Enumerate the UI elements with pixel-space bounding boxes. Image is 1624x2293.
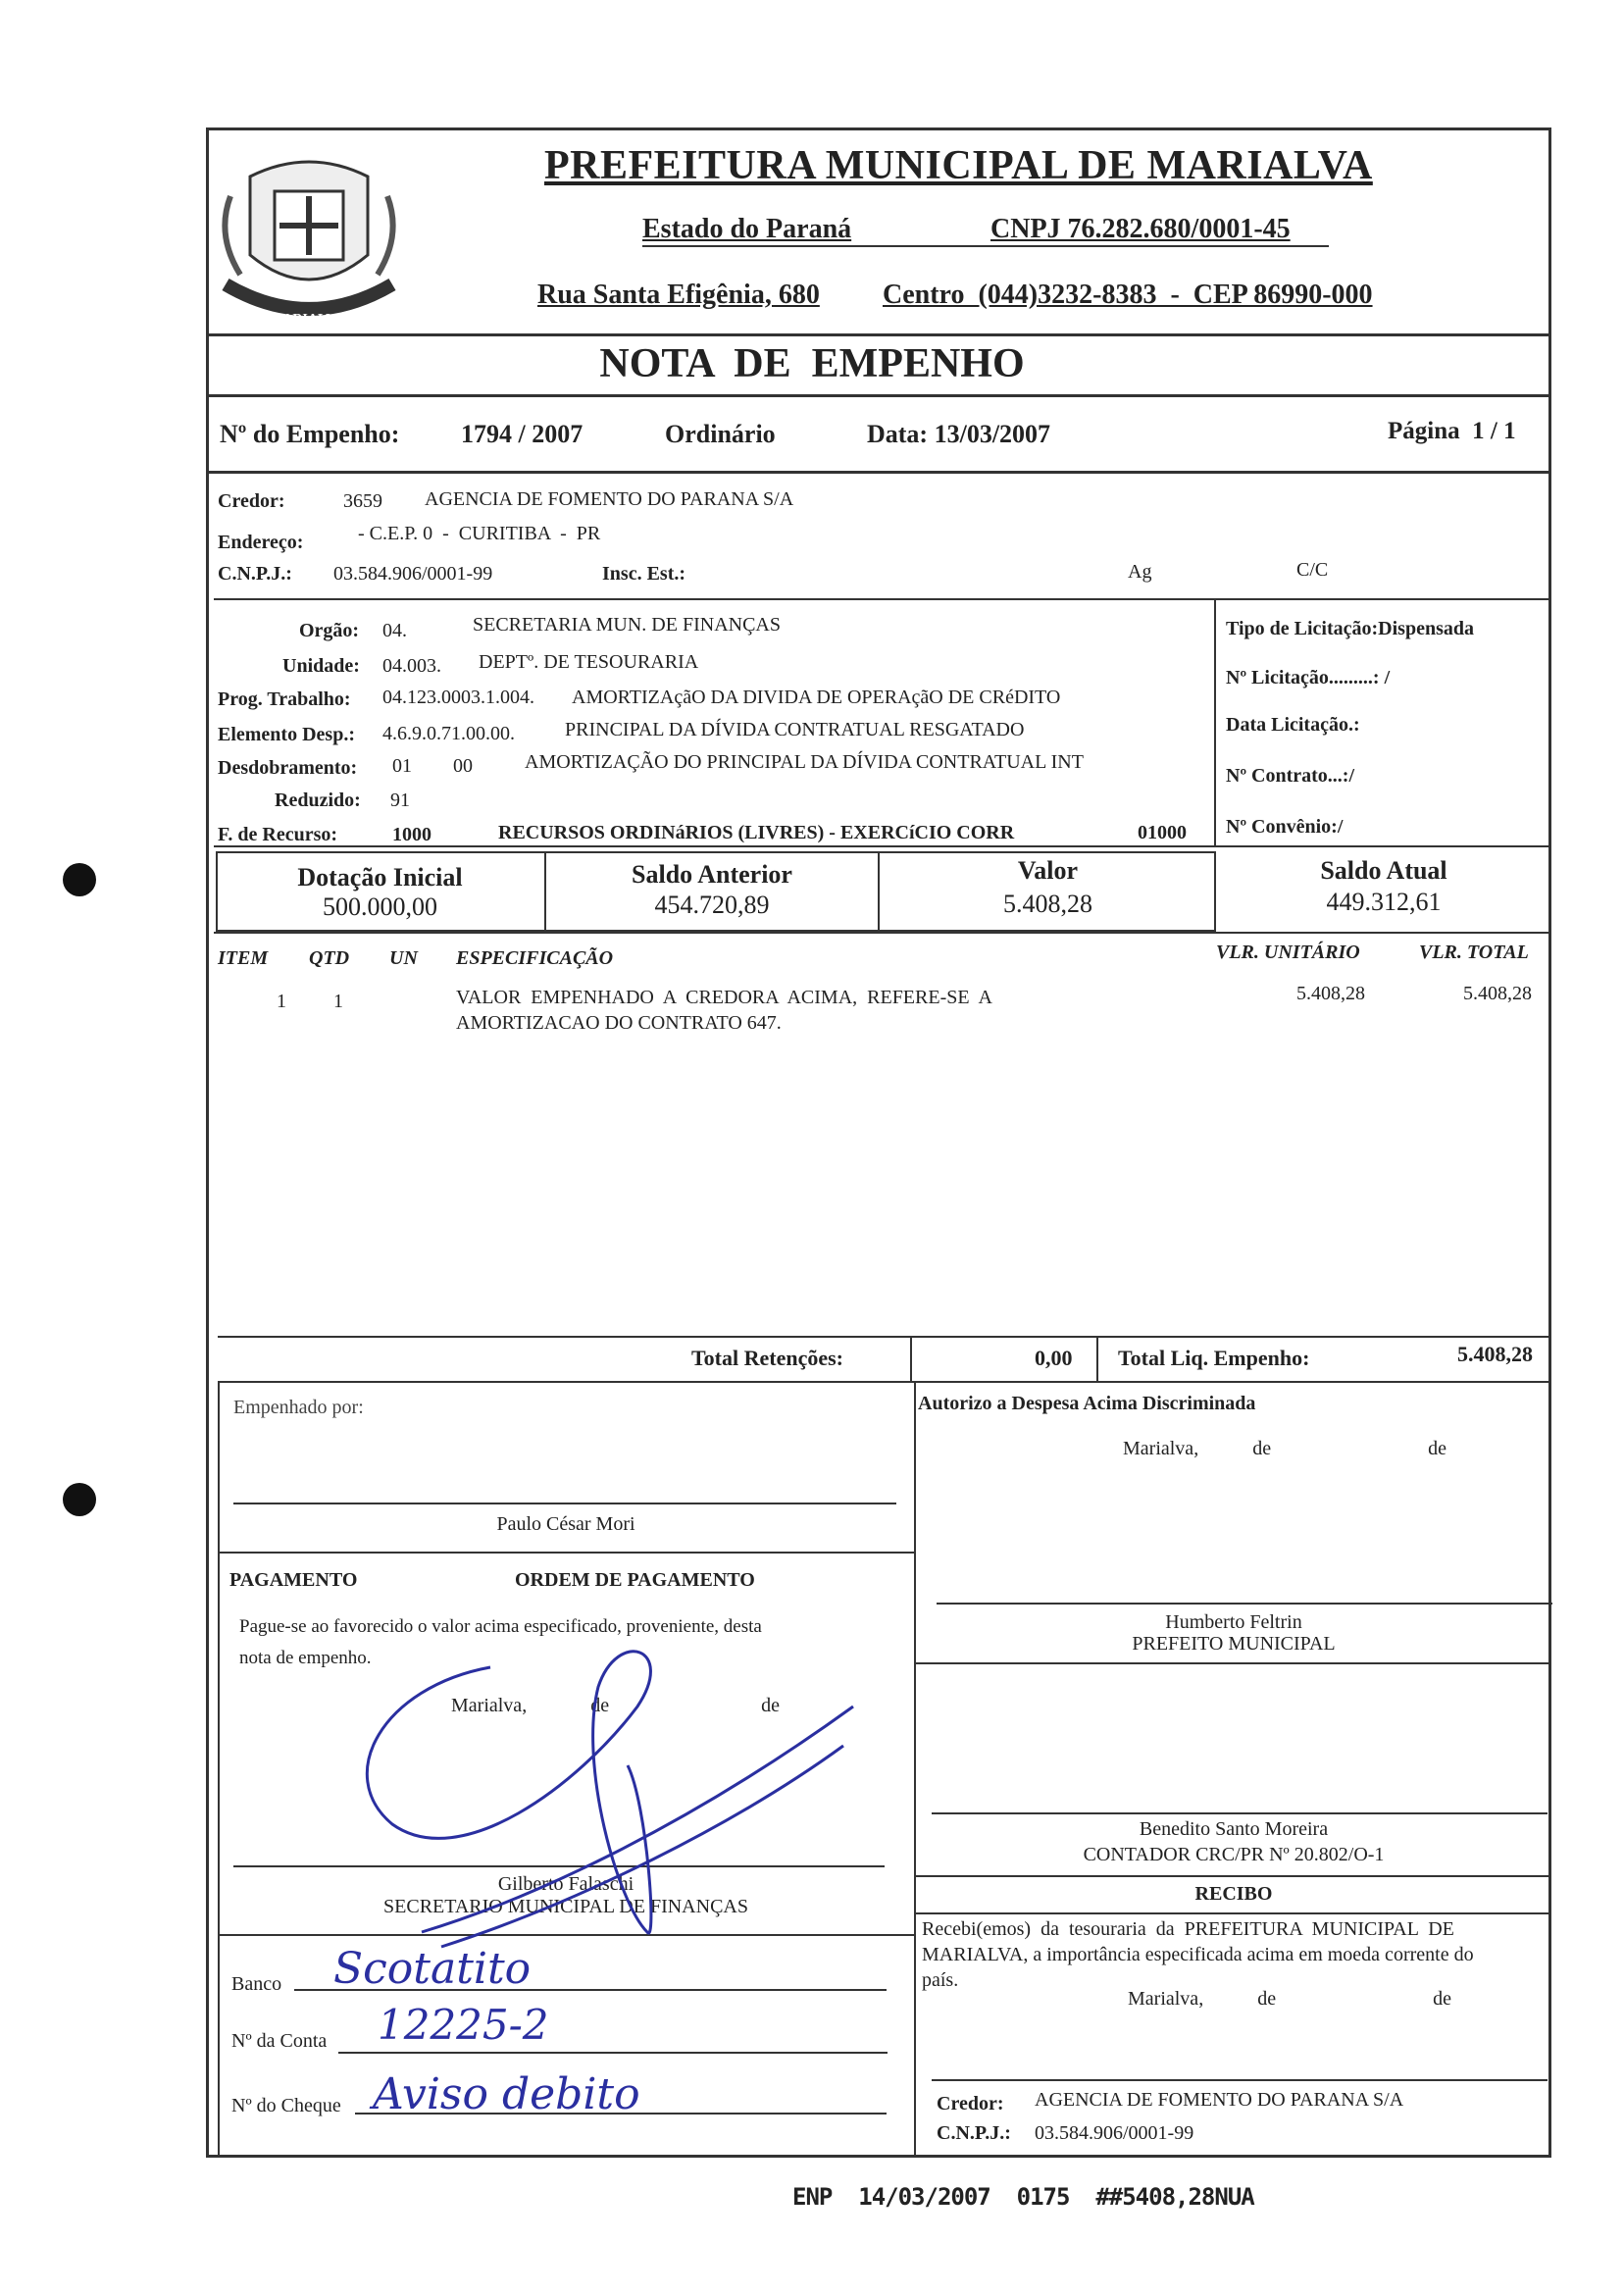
- recurso-code2: 01000: [1138, 822, 1187, 843]
- anterior-label: Saldo Anterior: [632, 860, 792, 889]
- credor-label: Credor:: [218, 490, 285, 512]
- recibo-line1: Recebi(emos) da tesouraria da PREFEITURA MUNICIPAL DE: [922, 1918, 1454, 1940]
- desdob-name: AMORTIZAÇÃO DO PRINCIPAL DA DÍVIDA CONTRATUAL INT: [525, 751, 1084, 773]
- recibo-line3: país.: [922, 1969, 959, 1991]
- atual-value: 449.312,61: [1326, 888, 1442, 916]
- licitacao-tipo: Tipo de Licitação:Dispensada: [1226, 618, 1474, 639]
- licitacao-numero: Nº Licitação.........: /: [1226, 667, 1391, 688]
- orcamento-divider: [214, 845, 1551, 847]
- ag-label: Ag: [1128, 561, 1152, 583]
- dotacao-label: Dotação Inicial: [297, 863, 463, 892]
- cheque-label: Nº do Cheque: [231, 2095, 341, 2116]
- doc-title: NOTA DE EMPENHO: [599, 341, 1025, 386]
- col-un: UN: [389, 947, 418, 969]
- col-qtd: QTD: [309, 947, 350, 969]
- elem-code: 4.6.9.0.71.00.00.: [382, 723, 515, 744]
- header-title: PREFEITURA MUNICIPAL DE MARIALVA: [544, 143, 1373, 188]
- recibo-cnpj-value: 03.584.906/0001-99: [1035, 2122, 1194, 2144]
- lower-vertical: [914, 1381, 916, 2158]
- cnpj-value: 03.584.906/0001-99: [333, 563, 493, 585]
- pagamento-label: PAGAMENTO: [229, 1569, 358, 1591]
- pague-line1: Pague-se ao favorecido o valor acima especificado, proveniente, desta: [239, 1616, 762, 1637]
- contador-divider: [916, 1875, 1551, 1877]
- banco-label: Banco: [231, 1973, 282, 1995]
- page-number: Página 1 / 1: [1388, 418, 1516, 444]
- recibo-title: RECIBO: [1194, 1883, 1273, 1905]
- empenhado-name: Paulo César Mori: [496, 1513, 635, 1535]
- header-street: Rua Santa Efigênia, 680: [537, 280, 820, 310]
- col-item: ITEM: [218, 947, 269, 969]
- unidade-code: 04.003.: [382, 655, 441, 677]
- desdob-code2: 00: [453, 755, 473, 777]
- credor-name: AGENCIA DE FOMENTO DO PARANA S/A: [425, 488, 794, 510]
- atual-label: Saldo Atual: [1320, 856, 1447, 885]
- conta-label: Nº da Conta: [231, 2030, 328, 2052]
- valor-value: 5.408,28: [1003, 890, 1092, 918]
- prefeito-divider: [916, 1662, 1551, 1664]
- retencoes-label: Total Retenções:: [691, 1346, 843, 1370]
- totals-top: [218, 1336, 1551, 1338]
- header-state-underline: [642, 245, 1329, 247]
- empenhado-label: Empenhado por:: [233, 1397, 364, 1418]
- credor-divider: [214, 598, 1551, 600]
- pagamento-date: Marialva, de de: [451, 1695, 780, 1716]
- unidade-name: DEPTº. DE TESOURARIA: [479, 651, 699, 673]
- empenho-type: Ordinário: [665, 420, 776, 448]
- recibo-sign-line: [932, 2079, 1548, 2081]
- dotacao-value: 500.000,00: [323, 892, 437, 921]
- prefeito-sign-line: [937, 1603, 1552, 1605]
- row-total: 5.408,28: [1463, 983, 1532, 1004]
- bank-stamp: ENP 14/03/2007 0175 ##5408,28NUA: [792, 2183, 1254, 2211]
- endereco-label: Endereço:: [218, 532, 304, 553]
- contador-sign-line: [932, 1812, 1548, 1814]
- licitacao-data: Data Licitação.:: [1226, 714, 1360, 736]
- col-unit: VLR. UNITÁRIO: [1216, 942, 1360, 963]
- meta-divider: [206, 471, 1551, 474]
- elem-label: Elemento Desp.:: [218, 724, 355, 745]
- liq-value: 5.408,28: [1457, 1342, 1533, 1366]
- header-divider: [206, 333, 1551, 336]
- anterior-value: 454.720,89: [654, 891, 770, 919]
- prog-name: AMORTIZAçãO DA DIVIDA DE OPERAçãO DE CRéDITO: [572, 687, 1061, 708]
- empenho-value: 1794 / 2007: [461, 420, 584, 448]
- orgao-name: SECRETARIA MUN. DE FINANÇAS: [473, 614, 781, 636]
- recibo-credor-name: AGENCIA DE FOMENTO DO PARANA S/A: [1035, 2089, 1404, 2111]
- empenhado-divider: [218, 1552, 914, 1554]
- crest-text: MARIALVA: [270, 312, 344, 327]
- totals-bottom: [218, 1381, 1551, 1383]
- row-item: 1: [277, 991, 286, 1012]
- title-divider: [206, 394, 1551, 397]
- header-state: Estado do Paraná: [642, 214, 852, 244]
- conta-handwritten: 12225-2: [378, 2001, 549, 2049]
- prefeito-title: PREFEITO MUNICIPAL: [1132, 1633, 1336, 1655]
- recurso-label: F. de Recurso:: [218, 824, 338, 845]
- unidade-label: Unidade:: [282, 655, 360, 677]
- orgao-label: Orgão:: [299, 620, 360, 641]
- empenho-label: Nº do Empenho:: [220, 420, 400, 448]
- empenhado-sign-line: [233, 1503, 896, 1504]
- credor-code: 3659: [343, 490, 382, 512]
- empenho-date: Data: 13/03/2007: [867, 420, 1051, 448]
- retencoes-value: 0,00: [1035, 1346, 1073, 1370]
- liq-label: Total Liq. Empenho:: [1118, 1346, 1310, 1370]
- recibo-date: Marialva, de de: [1128, 1988, 1451, 2010]
- recibo-credor-label: Credor:: [937, 2093, 1004, 2115]
- autorizo-label: Autorizo a Despesa Acima Discriminada: [918, 1393, 1256, 1414]
- crest-logo: [211, 137, 407, 333]
- punch-hole-bottom: [63, 1483, 96, 1516]
- header-cnpj: CNPJ 76.282.680/0001-45: [990, 214, 1291, 244]
- insc-label: Insc. Est.:: [602, 563, 686, 585]
- banco-handwritten: Scotatito: [333, 1944, 532, 1994]
- punch-hole-top: [63, 863, 96, 896]
- cc-label: C/C: [1296, 559, 1329, 581]
- licitacao-divider: [1214, 598, 1216, 845]
- totals-div-1: [910, 1336, 912, 1381]
- secretario-title: SECRETARIO MUNICIPAL DE FINANÇAS: [383, 1896, 748, 1917]
- row-qtd: 1: [333, 991, 343, 1012]
- ordem-label: ORDEM DE PAGAMENTO: [515, 1569, 755, 1591]
- row-spec-line1: VALOR EMPENHADO A CREDORA ACIMA, REFERE-SE A: [456, 987, 992, 1008]
- elem-name: PRINCIPAL DA DÍVIDA CONTRATUAL RESGATADO: [565, 719, 1025, 740]
- recibo-cnpj-label: C.N.P.J.:: [937, 2122, 1011, 2144]
- cheque-handwritten: Aviso debito: [373, 2069, 640, 2119]
- recurso-name: RECURSOS ORDINáRIOS (LIVRES) - EXERCíCIO CORR: [498, 822, 1015, 843]
- licitacao-contrato: Nº Contrato...:/: [1226, 765, 1355, 787]
- pague-line2: nota de empenho.: [239, 1648, 372, 1668]
- row-unit: 5.408,28: [1296, 983, 1365, 1004]
- recibo-line2: MARIALVA, a importância especificada acima em moeda corrente do: [922, 1944, 1474, 1965]
- cnpj-label: C.N.P.J.:: [218, 563, 292, 585]
- endereco-value: - C.E.P. 0 - CURITIBA - PR: [358, 523, 601, 544]
- desdob-code1: 01: [392, 755, 412, 777]
- col-spec: ESPECIFICAÇÃO: [456, 947, 614, 969]
- recibo-title-divider: [916, 1912, 1551, 1914]
- prog-label: Prog. Trabalho:: [218, 688, 351, 710]
- reduzido-value: 91: [390, 790, 410, 811]
- saldos-divider: [214, 932, 1551, 934]
- contador-name: Benedito Santo Moreira: [1139, 1818, 1329, 1840]
- col-total: VLR. TOTAL: [1419, 942, 1529, 963]
- recurso-code: 1000: [392, 824, 431, 845]
- handwritten-signature: [324, 1608, 873, 1971]
- totals-div-2: [1096, 1336, 1098, 1381]
- desdob-label: Desdobramento:: [218, 757, 358, 779]
- reduzido-label: Reduzido:: [275, 790, 361, 811]
- prefeito-name: Humberto Feltrin: [1165, 1611, 1302, 1633]
- left-frame: [218, 1381, 220, 2158]
- row-spec-line2: AMORTIZACAO DO CONTRATO 647.: [456, 1012, 782, 1034]
- header-contact: Centro (044)3232-8383 - CEP 86990-000: [883, 280, 1373, 310]
- licitacao-convenio: Nº Convênio:/: [1226, 816, 1344, 838]
- valor-label: Valor: [1017, 856, 1079, 885]
- contador-title: CONTADOR CRC/PR Nº 20.802/O-1: [1083, 1844, 1385, 1865]
- orgao-code: 04.: [382, 620, 407, 641]
- autorizo-date: Marialva, de de: [1123, 1438, 1446, 1459]
- conta-line: [338, 2052, 888, 2054]
- prog-code: 04.123.0003.1.004.: [382, 687, 534, 708]
- secretario-name: Gilberto Falaschi: [497, 1873, 634, 1895]
